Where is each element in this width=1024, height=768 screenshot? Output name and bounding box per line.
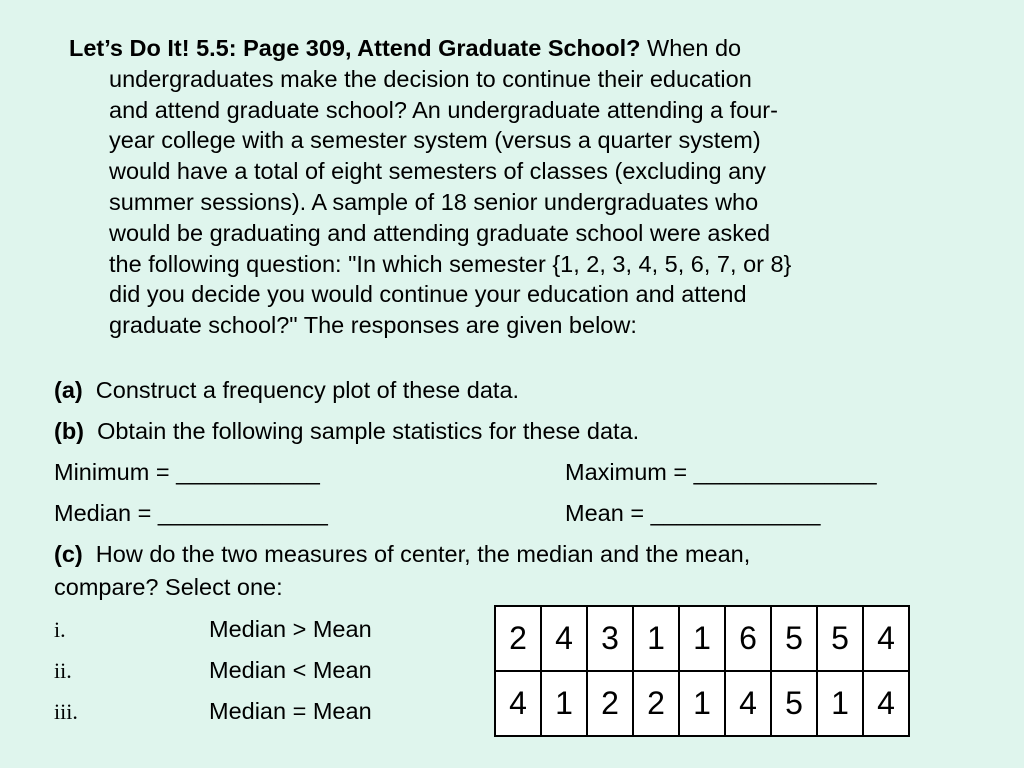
- part-c-label: (c): [54, 541, 83, 567]
- table-cell: 4: [863, 671, 909, 736]
- table-cell: 1: [817, 671, 863, 736]
- part-c-text-1: How do the two measures of center, the median and the mean,: [95, 541, 751, 567]
- part-c-text-2: compare? Select one:: [54, 574, 283, 600]
- table-cell: 5: [771, 606, 817, 671]
- part-c: [54, 539, 750, 569]
- intro-line-8: did you decide you would continue your education and attend: [109, 281, 747, 308]
- part-b: [54, 416, 639, 446]
- option-i: [54, 614, 474, 645]
- intro-line-2: and attend graduate school? An undergraduate attending a four-: [109, 96, 778, 123]
- table-cell: 1: [541, 671, 587, 736]
- problem-title: Let’s Do It! 5.5: Page 309, Attend Graduate School?: [69, 35, 641, 61]
- table-cell: 4: [863, 606, 909, 671]
- part-a: [54, 375, 519, 405]
- responses-table: [494, 605, 910, 737]
- table-row: [495, 606, 909, 671]
- part-a-label: (a): [54, 377, 83, 403]
- part-b-text: Obtain the following sample statistics for these data.: [97, 418, 640, 444]
- option-ii: [54, 655, 474, 686]
- table-cell: 4: [725, 671, 771, 736]
- table-cell: 5: [817, 606, 863, 671]
- table-cell: 2: [587, 671, 633, 736]
- intro-line-9: graduate school?" The responses are given below:: [109, 312, 637, 339]
- intro-line-1: undergraduates make the decision to continue their education: [109, 65, 752, 92]
- intro-line-7: the following question: "In which semester {1, 2, 3, 4, 5, 6, 7, or 8}: [109, 250, 792, 277]
- table-cell: 4: [495, 671, 541, 736]
- intro-line-0: When do: [640, 35, 742, 61]
- table-cell: 5: [771, 671, 817, 736]
- part-a-text: Construct a frequency plot of these data.: [95, 377, 520, 403]
- table-row: [495, 671, 909, 736]
- table-cell: 2: [495, 606, 541, 671]
- table-cell: 2: [633, 671, 679, 736]
- intro-line-6: would be graduating and attending graduate school were asked: [109, 219, 771, 246]
- option-ii-text: Median < Mean: [209, 657, 372, 683]
- intro-line-3: year college with a semester system (versus a quarter system): [109, 127, 761, 154]
- part-b-label: (b): [54, 418, 85, 444]
- option-ii-numeral: ii.: [54, 658, 72, 683]
- option-iii: [54, 696, 474, 727]
- option-i-text: Median > Mean: [209, 616, 372, 642]
- table-cell: 1: [679, 671, 725, 736]
- table-cell: 6: [725, 606, 771, 671]
- stat-mean: Mean = _____________: [565, 500, 821, 526]
- stat-minimum: Minimum = ___________: [54, 459, 320, 485]
- option-iii-numeral: iii.: [54, 699, 78, 724]
- table-cell: 4: [541, 606, 587, 671]
- intro-line-5: summer sessions). A sample of 18 senior undergraduates who: [109, 188, 759, 215]
- stat-median: Median = _____________: [54, 500, 328, 526]
- stat-maximum: Maximum = ______________: [565, 459, 877, 485]
- option-i-numeral: i.: [54, 617, 66, 642]
- intro-line-4: would have a total of eight semesters of classes (excluding any: [109, 158, 767, 185]
- table-cell: 1: [633, 606, 679, 671]
- table-cell: 3: [587, 606, 633, 671]
- problem-intro: [69, 33, 949, 341]
- option-iii-text: Median = Mean: [209, 698, 372, 724]
- table-cell: 1: [679, 606, 725, 671]
